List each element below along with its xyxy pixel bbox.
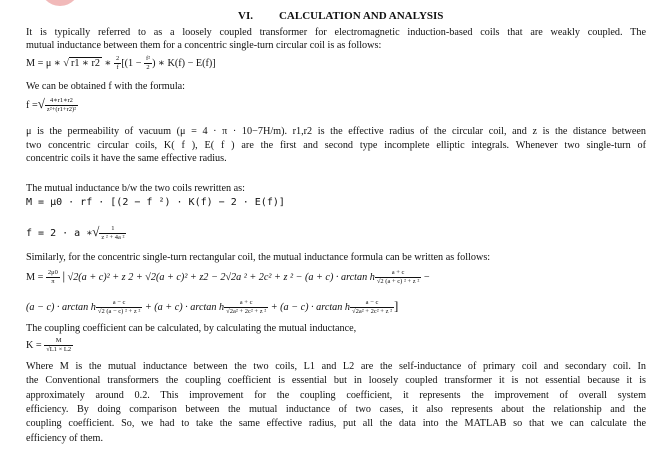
logo-fragment — [40, 0, 80, 6]
equation-mutual-inductance-rectangular-line2: (a − c) · arctan h $\frac{a - c}{\text{√2 (a − c) ² + z ²}}$ + (a + c) · arctan h $\frac{a + c}{\text{√2a² + 2c² + z ²}}$ + (a − c) · arctan h $\frac{a - c}{\text{√2a² + 2c² + z ²}}$ ] — [26, 298, 399, 316]
paragraph-line: Similarly, for the concentric single-turn rectangular coil, the mutual inductance formula can be written as follows: — [26, 252, 491, 263]
equation-mutual-inductance-rewritten: M = μ0 · rf · [(2 − f ²) · K(f) − 2 · E(f)] — [26, 197, 285, 208]
section-title: CALCULATION AND ANALYSIS — [278, 10, 444, 22]
equation-mutual-inductance-rectangular-line1: M = $\frac{2\mu 0}{\pi}$ | √2(a + c)² + z 2 + √2(a + c)² + z2 − 2√2a ² + 2c² + z ² − (a + c) · arctan h $\frac{a + c}{\text{√2 (a + c) ² + z ²}}$ − — [26, 268, 430, 286]
paragraph-line: The coupling coefficient can be calculated, by calculating the mutual inductance, — [26, 323, 357, 334]
paragraph-line: coupling coefficient. So, we had to take the same effective radius, put all the data into the MATLAB so that we can calculate the — [26, 418, 646, 429]
paragraph-line: efficiency. By doing comparison between the mutual inductance of two cases, it also represents about the relationship and the — [26, 404, 646, 415]
equation-f-circular: f =√ $\frac{4∗r1∗r2}{\text{z²+(r1+r2)²}}$ — [26, 96, 77, 114]
section-heading — [238, 10, 443, 22]
equation-coupling-coefficient: K = $\frac{M}{√L1 \times L2}$ — [26, 337, 72, 353]
paragraph-line: approximately around 0.2. This improvement for the coupling coefficient, it represents the improvement of overall system — [26, 390, 646, 401]
paragraph-line: The mutual inductance b/w the two coils rewritten as: — [26, 183, 245, 194]
paragraph-line: Where M is the mutual inductance between the two coils, L1 and L2 are the self-inductance of primary coil and secondary coil. In — [26, 361, 646, 372]
paragraph-line: We can be obtained f with the formula: — [26, 81, 186, 92]
equation-mutual-inductance-circular: M = μ ∗ √ r1 ∗ r2 ∗ $\frac{2}{f}$ [(1 − $\frac{\text{f²}}{2}$ ) ∗ K(f) − E(f)] — [26, 55, 216, 71]
paragraph-line: It is typically referred to as a loosely coupled transformer for electromagnetic induction-based coils that are weakly coupled. The — [26, 27, 646, 38]
paragraph-line: two concentric circular coils, K( f ), E( f ) are the first and second type incomplete elliptic integrals. Whenever two single-turn of — [26, 140, 646, 151]
equation-f-rewritten: f = 2 · a ∗√ $\frac{1}{\text{z ² + 4a ²}}$ — [26, 224, 125, 242]
paragraph-line: the Conventional transformers the coupling coefficient is essential but in loosely coupled transformer it is not essential because it is — [26, 375, 646, 386]
paragraph-line: mutual inductance between them for a concentric single-turn circular coil is as follows: — [26, 40, 382, 51]
paragraph-line: concentric coils it have the same effective radius. — [26, 153, 227, 164]
section-number: VI. — [238, 10, 253, 22]
paragraph-line: efficiency of them. — [26, 433, 104, 444]
paragraph-line: μ is the permeability of vacuum (μ = 4 · π · 10−7H/m). r1,r2 is the effective radius of the circular coil, and z is the distance between — [26, 126, 646, 137]
